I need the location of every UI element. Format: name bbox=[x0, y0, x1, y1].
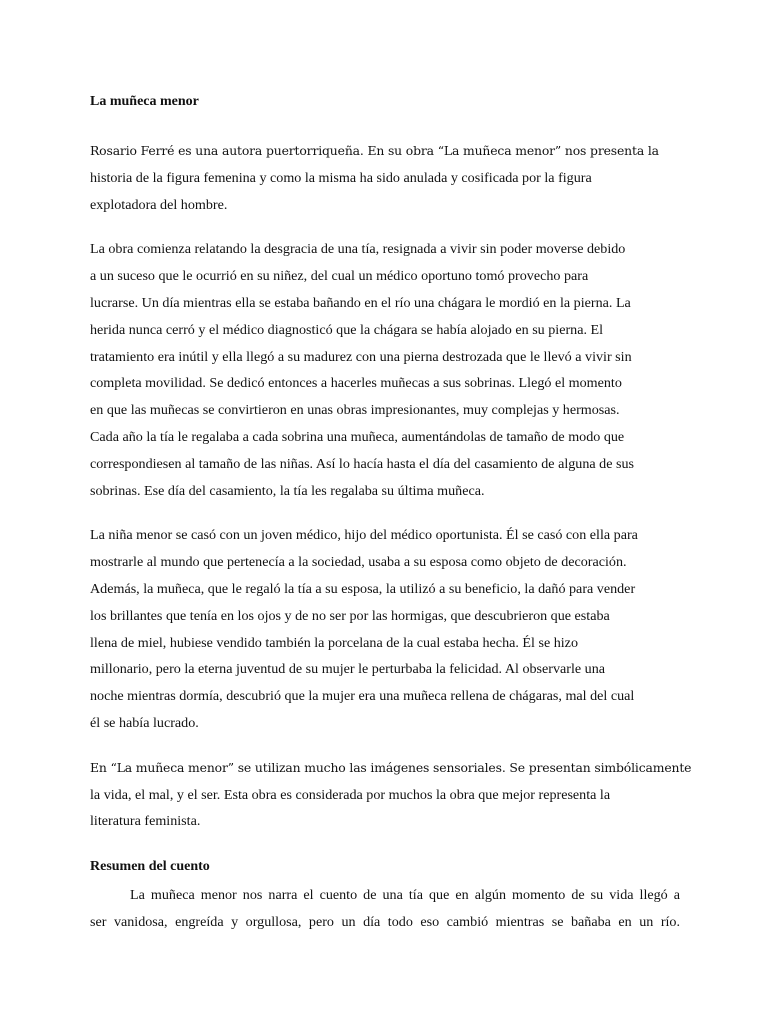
paragraph-line bbox=[90, 755, 692, 782]
paragraph-line: sobrinas. Ese día del casamiento, la tía les regalaba su última muñeca. bbox=[90, 482, 485, 499]
paragraph-line: millonario, pero la eterna juventud de su mujer le perturbaba la felicidad. Al observarle una bbox=[90, 661, 606, 678]
paragraph-summary bbox=[90, 882, 680, 936]
paragraph-intro bbox=[90, 138, 680, 218]
paragraph-line: literatura feminista. bbox=[90, 813, 201, 830]
paragraph-line: Además, la muñeca, que le regaló la tía a su esposa, la utilizó a su beneficio, la dañó para vender bbox=[90, 580, 636, 597]
paragraph-line: correspondiesen al tamaño de las niñas. Así lo hacía hasta el día del casamiento de alguna de sus bbox=[90, 455, 634, 472]
paragraph-line: historia de la figura femenina y como la misma ha sido anulada y cosificada por la figura bbox=[90, 169, 592, 186]
paragraph-line: Cada año la tía le regalaba a cada sobrina una muñeca, aumentándolas de tamaño de modo que bbox=[90, 428, 625, 445]
text-run: Rosario Ferré es una autora puertorriqueña. En su obra “La muñeca menor” nos presenta la bbox=[90, 143, 659, 158]
paragraph-line: tratamiento era inútil y ella llegó a su madurez con una pierna destrozada que le llevó a vivir sin bbox=[90, 348, 632, 365]
paragraph-symbolism bbox=[90, 755, 692, 835]
paragraph-line: en que las muñecas se convirtieron en unas obras impresionantes, muy complejas y hermosas. bbox=[90, 402, 620, 419]
paragraph-line: La muñeca menor nos narra el cuento de una tía que en algún momento de su vida llegó a bbox=[130, 887, 680, 904]
text-run: En “La muñeca menor” se utilizan mucho las imágenes sensoriales. Se presentan simbólicamente bbox=[90, 759, 692, 775]
paragraph-line: mostrarle al mundo que pertenecía a la sociedad, usaba a su esposa como objeto de decoración. bbox=[90, 554, 627, 571]
section-heading: Resumen del cuento bbox=[90, 859, 210, 875]
paragraph-line: ser vanidosa, engreída y orgullosa, pero un día todo eso cambió mientras se bañaba en un río. bbox=[90, 913, 680, 930]
paragraph-line: La niña menor se casó con un joven médico, hijo del médico oportunista. Él se casó con ella para bbox=[90, 527, 638, 544]
paragraph-line: noche mientras dormía, descubrió que la mujer era una muñeca rellena de chágaras, mal del cual bbox=[90, 688, 635, 705]
paragraph-line: La obra comienza relatando la desgracia de una tía, resignada a vivir sin poder moverse debido bbox=[90, 241, 626, 258]
paragraph-line: explotadora del hombre. bbox=[90, 196, 228, 213]
paragraph-plot bbox=[90, 236, 680, 504]
paragraph-line: lucrarse. Un día mientras ella se estaba bañando en el río una chágara le mordió en la pierna. La bbox=[90, 294, 631, 311]
paragraph-marriage bbox=[90, 522, 680, 736]
paragraph-line: a un suceso que le ocurrió en su niñez, del cual un médico oportuno tomó provecho para bbox=[90, 268, 589, 285]
document-body bbox=[90, 92, 692, 954]
document-title: La muñeca menor bbox=[90, 94, 199, 109]
paragraph-line: él se había lucrado. bbox=[90, 714, 199, 731]
paragraph-line: los brillantes que tenía en los ojos y de no ser por las hormigas, que descubrieron que estaba bbox=[90, 607, 610, 624]
paragraph-line: llena de miel, hubiese vendido también la porcelana de la cual estaba hecha. Él se hizo bbox=[90, 634, 578, 651]
paragraph-line bbox=[90, 138, 680, 165]
paragraph-line: completa movilidad. Se dedicó entonces a hacerles muñecas a sus sobrinas. Llegó el momento bbox=[90, 375, 622, 392]
paragraph-line: la vida, el mal, y el ser. Esta obra es considerada por muchos la obra que mejor representa la bbox=[90, 786, 611, 803]
paragraph-line: herida nunca cerró y el médico diagnosticó que la chágara se había alojado en su pierna. El bbox=[90, 321, 604, 338]
